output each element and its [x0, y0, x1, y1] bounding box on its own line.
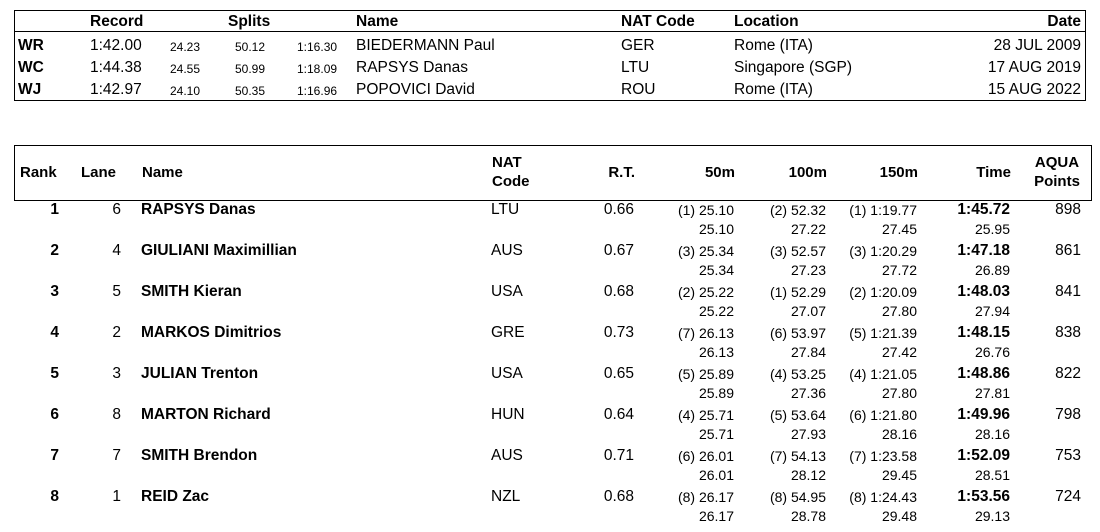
- aqua-points: 838: [1055, 324, 1081, 341]
- split-100m: (7) 54.13: [769, 448, 826, 464]
- split-150m: (4) 1:21.05: [849, 366, 917, 382]
- header-nat-line1: NAT: [492, 154, 522, 171]
- header-nat-line2: Code: [492, 173, 530, 190]
- aqua-points: 861: [1055, 242, 1081, 259]
- lane: 7: [112, 447, 121, 464]
- final-lap: 27.81: [974, 385, 1010, 401]
- athlete-name: SMITH Kieran: [141, 283, 242, 300]
- result-row: [0, 242, 1100, 283]
- split-100m-lap: 27.22: [790, 221, 826, 237]
- aqua-points: 898: [1055, 201, 1081, 218]
- split-50m-lap: 25.34: [698, 262, 734, 278]
- header-name: Name: [356, 13, 399, 30]
- nat-code: USA: [491, 365, 523, 382]
- final-lap: 26.76: [974, 344, 1010, 360]
- split-50m: (6) 26.01: [677, 448, 734, 464]
- reaction-time: 0.64: [603, 406, 634, 423]
- record-holder: POPOVICI David: [356, 81, 475, 98]
- lane: 3: [112, 365, 121, 382]
- record-time: 1:42.00: [90, 37, 142, 54]
- split-150m-lap: 28.16: [881, 426, 917, 442]
- split-100m-lap: 27.36: [790, 385, 826, 401]
- reaction-time: 0.67: [603, 242, 634, 259]
- final-time: 1:48.15: [957, 324, 1010, 341]
- athlete-name: REID Zac: [141, 488, 210, 505]
- athlete-name: RAPSYS Danas: [141, 201, 256, 218]
- result-row: [0, 283, 1100, 324]
- reaction-time: 0.73: [603, 324, 634, 341]
- results-header: [14, 145, 1092, 201]
- nat-code: HUN: [491, 406, 525, 423]
- split-150m-lap: 29.48: [881, 508, 917, 524]
- split-50m: (4) 25.71: [677, 407, 734, 423]
- final-time: 1:52.09: [957, 447, 1010, 464]
- split-150m-lap: 27.42: [881, 344, 917, 360]
- final-lap: 29.13: [974, 508, 1010, 524]
- split-50m-lap: 26.17: [698, 508, 734, 524]
- split-50m: (1) 25.10: [677, 202, 734, 218]
- record-split-2: 50.99: [235, 62, 266, 76]
- reaction-time: 0.68: [603, 488, 634, 505]
- aqua-points: 822: [1055, 365, 1081, 382]
- result-row: [0, 201, 1100, 242]
- reaction-time: 0.68: [603, 283, 634, 300]
- split-150m-lap: 29.45: [881, 467, 917, 483]
- reaction-time: 0.71: [603, 447, 634, 464]
- split-50m-lap: 25.71: [698, 426, 734, 442]
- split-150m-lap: 27.72: [881, 262, 917, 278]
- reaction-time: 0.66: [603, 201, 634, 218]
- athlete-name: MARKOS Dimitrios: [141, 324, 282, 341]
- athlete-name: GIULIANI Maximillian: [141, 242, 297, 259]
- record-row: [15, 79, 1085, 101]
- split-50m: (5) 25.89: [677, 366, 734, 382]
- split-150m: (2) 1:20.09: [849, 284, 917, 300]
- split-150m: (6) 1:21.80: [849, 407, 917, 423]
- athlete-name: MARTON Richard: [141, 406, 271, 423]
- record-split-3: 1:18.09: [297, 62, 338, 76]
- header-rank: Rank: [20, 164, 57, 181]
- split-50m: (3) 25.34: [677, 243, 734, 259]
- split-100m-lap: 27.84: [790, 344, 826, 360]
- split-100m: (2) 52.32: [769, 202, 826, 218]
- split-50m-lap: 25.22: [698, 303, 734, 319]
- record-row: [15, 57, 1085, 79]
- split-100m: (6) 53.97: [769, 325, 826, 341]
- record-nat: GER: [621, 37, 655, 54]
- result-row: [0, 488, 1100, 529]
- final-lap: 25.95: [974, 221, 1010, 237]
- final-time: 1:48.86: [957, 365, 1010, 382]
- header-rt: R.T.: [608, 164, 635, 181]
- split-100m: (4) 53.25: [769, 366, 826, 382]
- split-100m: (8) 54.95: [769, 489, 826, 505]
- result-row: [0, 365, 1100, 406]
- result-row: [0, 406, 1100, 447]
- header-location: Location: [734, 13, 799, 30]
- split-150m: (5) 1:21.39: [849, 325, 917, 341]
- reaction-time: 0.65: [603, 365, 634, 382]
- split-100m: (5) 53.64: [769, 407, 826, 423]
- split-150m-lap: 27.80: [881, 385, 917, 401]
- rank: 2: [50, 242, 59, 259]
- header-name: Name: [142, 164, 183, 181]
- record-holder: RAPSYS Danas: [356, 59, 468, 76]
- final-time: 1:48.03: [957, 283, 1010, 300]
- split-150m: (3) 1:20.29: [849, 243, 917, 259]
- result-row: [0, 324, 1100, 365]
- record-type: WC: [18, 59, 44, 76]
- record-time: 1:42.97: [90, 81, 142, 98]
- split-100m: (1) 52.29: [769, 284, 826, 300]
- nat-code: AUS: [491, 242, 523, 259]
- header-aqua-line1: AQUA: [1034, 154, 1080, 171]
- final-lap: 28.16: [974, 426, 1010, 442]
- record-split-2: 50.12: [235, 40, 266, 54]
- result-row: [0, 447, 1100, 488]
- record-holder: BIEDERMANN Paul: [356, 37, 495, 54]
- split-150m: (1) 1:19.77: [849, 202, 917, 218]
- split-100m-lap: 27.93: [790, 426, 826, 442]
- athlete-name: JULIAN Trenton: [141, 365, 259, 382]
- record-date: 15 AUG 2022: [987, 81, 1081, 98]
- header-lane: Lane: [81, 164, 117, 181]
- rank: 5: [50, 365, 59, 382]
- split-100m-lap: 28.78: [790, 508, 826, 524]
- rank: 6: [50, 406, 59, 423]
- split-50m: (7) 26.13: [677, 325, 734, 341]
- lane: 1: [112, 488, 121, 505]
- record-date: 17 AUG 2019: [987, 59, 1081, 76]
- rank: 8: [50, 488, 59, 505]
- record-location: Rome (ITA): [734, 37, 813, 54]
- lane: 4: [112, 242, 121, 259]
- record-type: WJ: [18, 81, 42, 98]
- header-date: Date: [1047, 13, 1081, 30]
- final-time: 1:53.56: [957, 488, 1010, 505]
- final-time: 1:49.96: [957, 406, 1010, 423]
- final-lap: 26.89: [974, 262, 1010, 278]
- split-50m-lap: 25.89: [698, 385, 734, 401]
- split-50m: (2) 25.22: [677, 284, 734, 300]
- rank: 4: [50, 324, 59, 341]
- record-split-1: 24.23: [170, 40, 201, 54]
- record-location: Rome (ITA): [734, 81, 813, 98]
- header-100m: 100m: [788, 164, 827, 181]
- header-splits: Splits: [228, 13, 271, 30]
- record-location: Singapore (SGP): [734, 59, 853, 76]
- split-50m-lap: 26.13: [698, 344, 734, 360]
- nat-code: AUS: [491, 447, 523, 464]
- record-nat: ROU: [621, 81, 656, 98]
- nat-code: GRE: [491, 324, 525, 341]
- split-100m: (3) 52.57: [769, 243, 826, 259]
- nat-code: LTU: [491, 201, 520, 218]
- nat-code: USA: [491, 283, 523, 300]
- rank: 7: [50, 447, 59, 464]
- split-150m: (7) 1:23.58: [849, 448, 917, 464]
- lane: 2: [112, 324, 121, 341]
- aqua-points: 724: [1055, 488, 1081, 505]
- split-150m-lap: 27.45: [881, 221, 917, 237]
- nat-code: NZL: [491, 488, 521, 505]
- split-100m-lap: 28.12: [790, 467, 826, 483]
- record-row: [15, 35, 1085, 57]
- record-split-3: 1:16.30: [297, 40, 338, 54]
- records-table: [14, 10, 1086, 101]
- header-time: Time: [976, 164, 1011, 181]
- lane: 6: [112, 201, 121, 218]
- lane: 5: [112, 283, 121, 300]
- record-type: WR: [18, 37, 44, 54]
- lane: 8: [112, 406, 121, 423]
- split-50m-lap: 25.10: [698, 221, 734, 237]
- aqua-points: 798: [1055, 406, 1081, 423]
- record-nat: LTU: [621, 59, 650, 76]
- record-split-2: 50.35: [235, 84, 266, 98]
- aqua-points: 753: [1055, 447, 1081, 464]
- split-150m-lap: 27.80: [881, 303, 917, 319]
- rank: 3: [50, 283, 59, 300]
- record-time: 1:44.38: [90, 59, 142, 76]
- record-split-1: 24.55: [170, 62, 201, 76]
- record-date: 28 JUL 2009: [993, 37, 1081, 54]
- final-time: 1:45.72: [957, 201, 1010, 218]
- records-header: [15, 11, 1085, 32]
- split-100m-lap: 27.23: [790, 262, 826, 278]
- record-split-1: 24.10: [170, 84, 201, 98]
- final-time: 1:47.18: [957, 242, 1010, 259]
- split-150m: (8) 1:24.43: [849, 489, 917, 505]
- header-aqua-line2: Points: [1034, 173, 1080, 190]
- record-split-3: 1:16.96: [297, 84, 338, 98]
- header-record: Record: [90, 13, 144, 30]
- header-150m: 150m: [879, 164, 918, 181]
- athlete-name: SMITH Brendon: [141, 447, 258, 464]
- aqua-points: 841: [1055, 283, 1081, 300]
- header-50m: 50m: [704, 164, 735, 181]
- split-100m-lap: 27.07: [790, 303, 826, 319]
- final-lap: 27.94: [974, 303, 1010, 319]
- split-50m-lap: 26.01: [698, 467, 734, 483]
- final-lap: 28.51: [974, 467, 1010, 483]
- split-50m: (8) 26.17: [677, 489, 734, 505]
- header-nat-code: NAT Code: [621, 13, 695, 30]
- rank: 1: [50, 201, 59, 218]
